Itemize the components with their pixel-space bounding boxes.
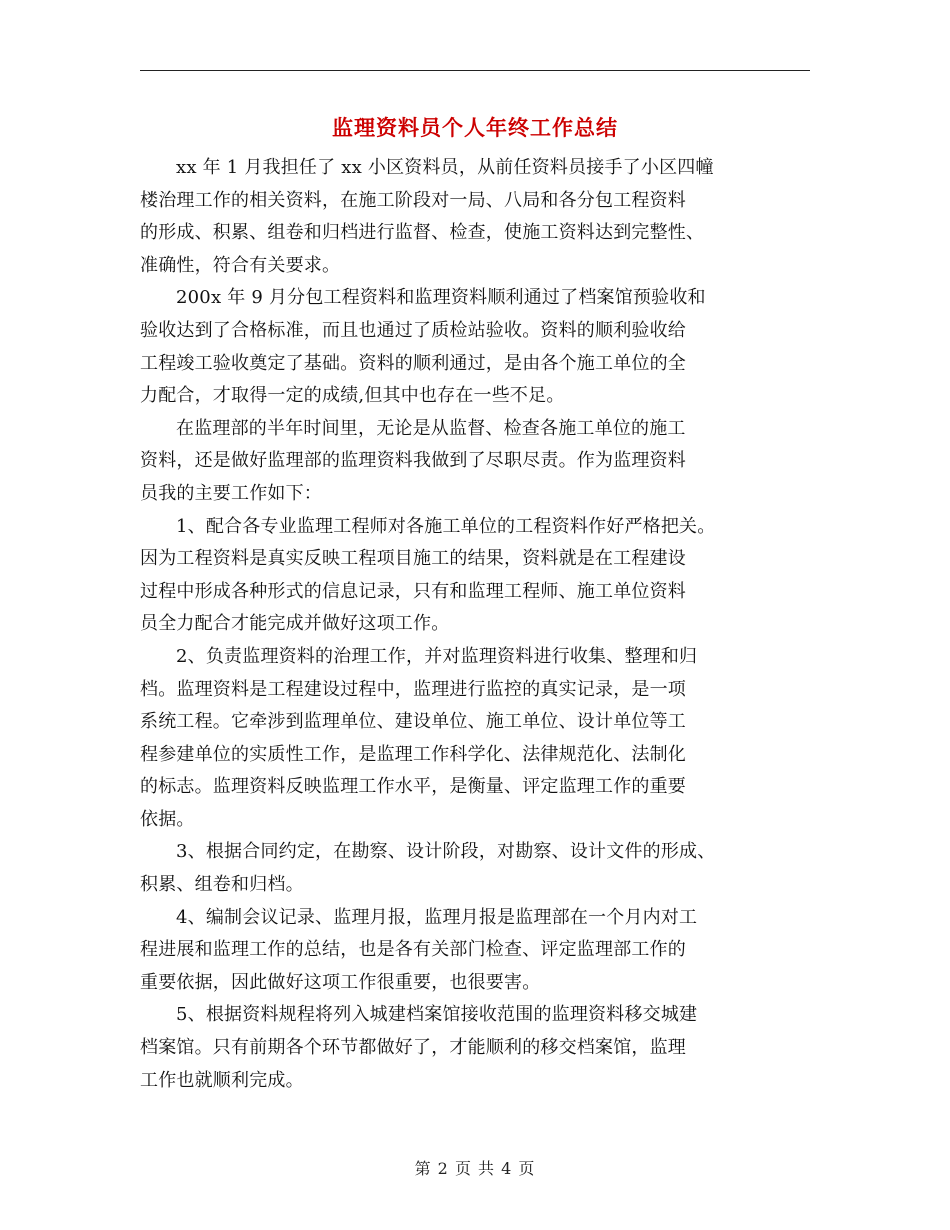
text-line: 3、根据合同约定，在勘察、设计阶段，对勘察、设计文件的形成、 xyxy=(176,841,716,863)
paragraph xyxy=(140,902,810,1000)
paragraph xyxy=(140,282,810,412)
paragraph xyxy=(140,511,810,641)
paragraph xyxy=(140,413,810,511)
text-line: 力配合，才取得一定的成绩,但其中也存在一些不足。 xyxy=(140,385,565,407)
paragraph xyxy=(140,836,810,901)
text-line: 5、根据资料规程将列入城建档案馆接收范围的监理资料移交城建 xyxy=(176,1004,698,1026)
text-line: 积累、组卷和归档。 xyxy=(140,874,304,896)
paragraph xyxy=(140,152,810,282)
text-line: 员全力配合才能完成并做好这项工作。 xyxy=(140,613,450,635)
text-line: 因为工程资料是真实反映工程项目施工的结果，资料就是在工程建设 xyxy=(140,548,686,570)
paragraph xyxy=(140,999,810,1097)
text-line: 准确性，符合有关要求。 xyxy=(140,254,341,276)
text-line: xx 年 1 月我担任了 xx 小区资料员，从前任资料员接手了小区四幢 xyxy=(176,157,714,178)
text-line: 验收达到了合格标准，而且也通过了质检站验收。资料的顺利验收给 xyxy=(140,319,686,341)
text-line: 依据。 xyxy=(140,808,195,830)
text-line: 楼治理工作的相关资料，在施工阶段对一局、八局和各分包工程资料 xyxy=(140,189,686,211)
text-line: 档。监理资料是工程建设过程中，监理进行监控的真实记录，是一项 xyxy=(140,678,686,700)
text-line: 员我的主要工作如下： xyxy=(140,482,322,504)
text-line: 程进展和监理工作的总结，也是各有关部门检查、评定监理部工作的 xyxy=(140,939,686,961)
paragraph xyxy=(140,641,810,837)
text-line: 程参建单位的实质性工作，是监理工作科学化、法律规范化、法制化 xyxy=(140,743,686,765)
page-number-footer: 第 2 页 共 4 页 xyxy=(414,1159,536,1178)
header-rule xyxy=(140,70,810,71)
text-line: 工作也就顺利完成。 xyxy=(140,1069,304,1091)
text-line: 系统工程。它牵涉到监理单位、建设单位、施工单位、设计单位等工 xyxy=(140,711,686,733)
text-line: 1、配合各专业监理工程师对各施工单位的工程资料作好严格把关。 xyxy=(176,515,716,537)
text-line: 资料，还是做好监理部的监理资料我做到了尽职尽责。作为监理资料 xyxy=(140,450,686,472)
text-line: 在监理部的半年时间里，无论是从监督、检查各施工单位的施工 xyxy=(176,417,686,439)
document-title: 监理资料员个人年终工作总结 xyxy=(332,116,618,140)
text-line: 200x 年 9 月分包工程资料和监理资料顺利通过了档案馆预验收和 xyxy=(176,287,706,309)
text-line: 档案馆。只有前期各个环节都做好了，才能顺利的移交档案馆，监理 xyxy=(140,1037,686,1059)
text-line: 的形成、积累、组卷和归档进行监督、检查，使施工资料达到完整性、 xyxy=(140,222,705,244)
text-line: 的标志。监理资料反映监理工作水平，是衡量、评定监理工作的重要 xyxy=(140,776,686,798)
document-body xyxy=(140,152,810,1097)
text-line: 过程中形成各种形式的信息记录，只有和监理工程师、施工单位资料 xyxy=(140,580,686,602)
text-line: 工程竣工验收奠定了基础。资料的顺利通过，是由各个施工单位的全 xyxy=(140,352,686,374)
text-line: 重要依据，因此做好这项工作很重要，也很要害。 xyxy=(140,971,541,993)
text-line: 2、负责监理资料的治理工作，并对监理资料进行收集、整理和归 xyxy=(176,645,698,667)
text-line: 4、编制会议记录、监理月报，监理月报是监理部在一个月内对工 xyxy=(176,906,698,928)
